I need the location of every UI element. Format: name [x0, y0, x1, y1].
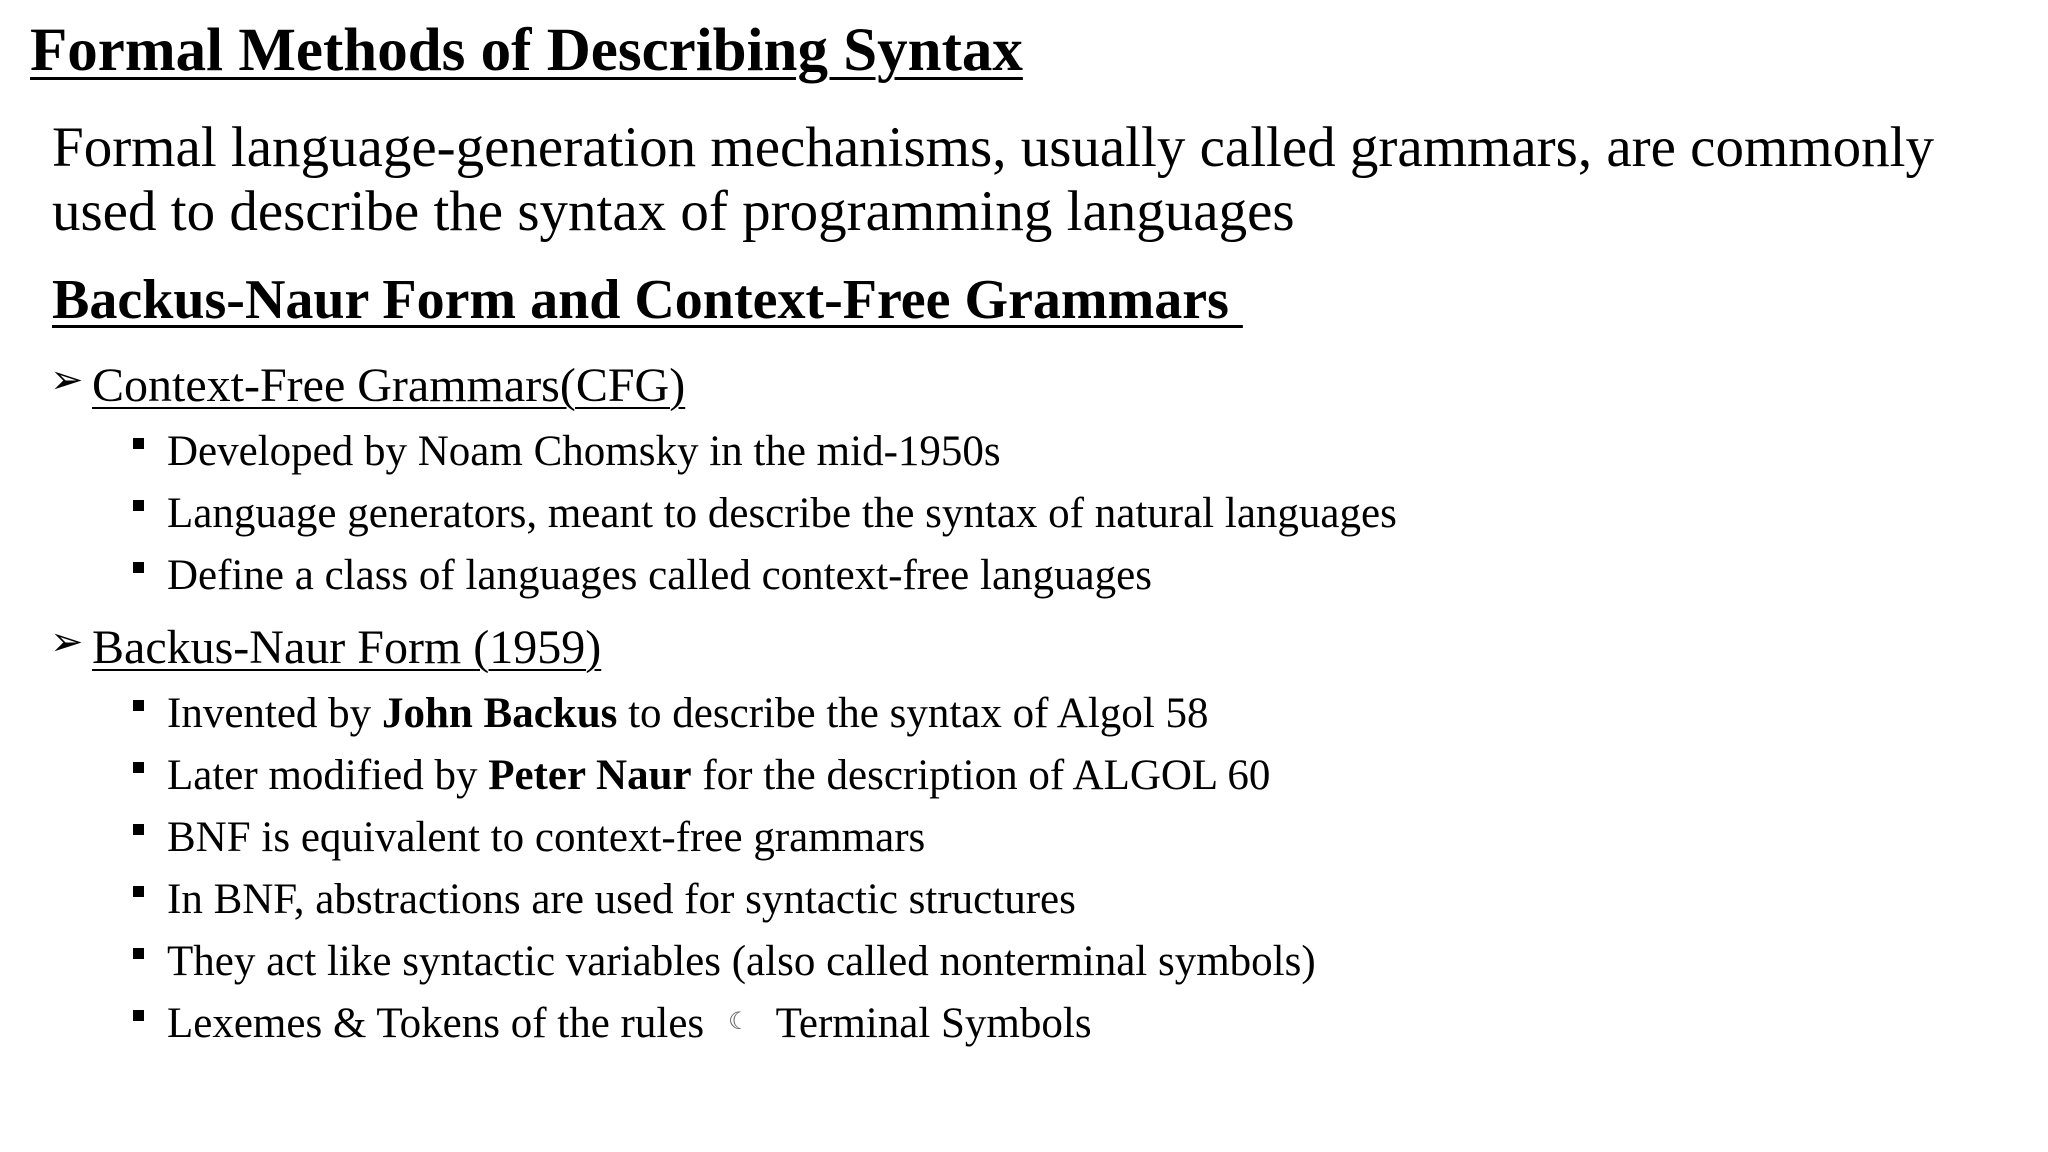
square-bullet-icon	[133, 700, 144, 711]
list-item	[130, 683, 1316, 745]
list-item	[130, 421, 1397, 483]
cfg-label: Context-Free Grammars(CFG)	[92, 359, 686, 412]
invented-post: to describe the syntax of Algol 58	[617, 690, 1209, 737]
bnf-bullet	[50, 620, 601, 675]
square-bullet-icon	[133, 438, 144, 449]
square-bullet-icon	[133, 762, 144, 773]
intro-paragraph: Formal language-generation mechanisms, usually called grammars, are commonly used to describe the syntax of programming languages	[52, 116, 1934, 243]
square-bullet-icon	[133, 824, 144, 835]
arrow-bullet-icon: ➢	[50, 357, 84, 403]
list-item-text: In BNF, abstractions are used for syntactic structures	[167, 876, 1076, 923]
arrow-bullet-icon: ➢	[50, 619, 84, 665]
list-item-text: BNF is equivalent to context-free grammars	[167, 814, 926, 861]
square-bullet-icon	[133, 500, 144, 511]
section-heading: Backus-Naur Form and Context-Free Grammars	[52, 269, 1243, 331]
list-item-text: They act like syntactic variables (also called nonterminal symbols)	[167, 938, 1316, 985]
john-backus: John Backus	[381, 690, 618, 737]
cfg-bullet	[50, 358, 685, 413]
list-item	[130, 745, 1316, 807]
list-item	[130, 483, 1397, 545]
peter-naur: Peter Naur	[488, 752, 692, 799]
list-item	[130, 807, 1316, 869]
square-bullet-icon	[133, 562, 144, 573]
square-bullet-icon	[133, 1010, 144, 1021]
list-item	[130, 869, 1316, 931]
list-item	[130, 931, 1316, 993]
invented-pre: Invented by	[167, 690, 382, 737]
list-item-text: Define a class of languages called context-free languages	[167, 552, 1152, 599]
lexemes-pre: Lexemes & Tokens of the rules	[167, 1000, 705, 1047]
slide-title: Formal Methods of Describing Syntax	[30, 17, 1023, 84]
square-bullet-icon	[133, 948, 144, 959]
modified-pre: Later modified by	[167, 752, 489, 799]
list-item-text: Language generators, meant to describe the syntax of natural languages	[167, 490, 1397, 537]
list-item-text: Developed by Noam Chomsky in the mid-1950s	[167, 428, 1001, 475]
bnf-sublist	[130, 683, 1316, 1060]
cfg-sublist	[130, 421, 1397, 607]
lexemes-post: Terminal Symbols	[775, 1000, 1092, 1047]
list-item	[130, 993, 1316, 1060]
bnf-label: Backus-Naur Form (1959)	[92, 621, 602, 674]
square-bullet-icon	[133, 886, 144, 897]
list-item	[130, 545, 1397, 607]
modified-post: for the description of ALGOL 60	[691, 752, 1271, 799]
moon-icon: ☾	[728, 1007, 750, 1035]
